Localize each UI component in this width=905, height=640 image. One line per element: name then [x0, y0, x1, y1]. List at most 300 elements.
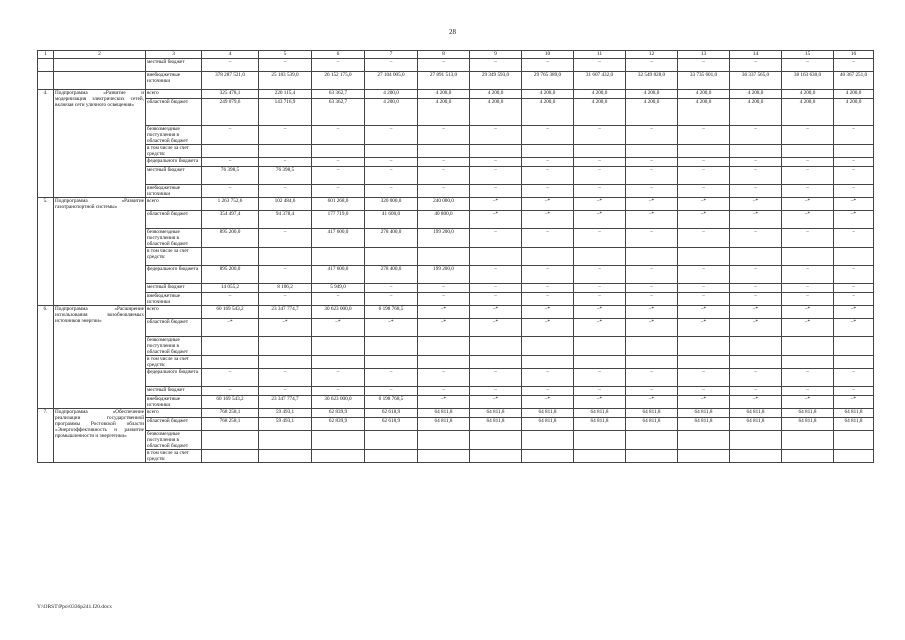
value-cell: –	[834, 369, 874, 387]
value-cell: –	[418, 158, 470, 167]
value-cell	[470, 450, 522, 463]
table-row	[38, 409, 874, 418]
column-header-6: 6	[312, 51, 365, 59]
funding-source: безвозмездные поступления в областной бюджет	[146, 229, 202, 248]
value-cell: 4 200,0	[626, 99, 678, 126]
value-cell: –*	[312, 319, 365, 337]
value-cell: –*	[678, 306, 730, 319]
value-cell: –	[522, 369, 574, 387]
value-cell	[365, 145, 418, 158]
value-cell: 25 183 539,0	[259, 72, 312, 90]
value-cell: 64 811,8	[574, 418, 626, 431]
value-cell: –	[834, 126, 874, 145]
column-header-12: 12	[626, 51, 678, 59]
value-cell: 895 200,0	[202, 229, 259, 248]
table-row	[38, 126, 874, 145]
value-cell: –*	[522, 198, 574, 211]
value-cell: –	[834, 158, 874, 167]
funding-source: областной бюджет	[146, 319, 202, 337]
value-cell: –	[365, 369, 418, 387]
value-cell	[312, 356, 365, 369]
subprogram-name: Подпрограмма «Расширение использования возобновляемых источников энергии»	[54, 306, 146, 409]
value-cell: –	[470, 167, 522, 185]
value-cell: 199 200,0	[418, 266, 470, 284]
value-cell: 220 115,4	[259, 90, 312, 99]
value-cell	[574, 248, 626, 266]
value-cell: 64 811,8	[834, 418, 874, 431]
value-cell: –*	[522, 306, 574, 319]
value-cell: –*	[365, 319, 418, 337]
value-cell	[418, 356, 470, 369]
value-cell	[365, 356, 418, 369]
value-cell: –*	[678, 396, 730, 409]
value-cell: –	[418, 126, 470, 145]
value-cell: 32 549 828,0	[626, 72, 678, 90]
value-cell: –	[574, 158, 626, 167]
funding-source: федерального бюджета	[146, 266, 202, 284]
value-cell: –	[470, 284, 522, 293]
value-cell: 1 263 752,6	[202, 198, 259, 211]
value-cell: –	[470, 158, 522, 167]
value-cell: 601 268,0	[312, 198, 365, 211]
value-cell: 64 811,8	[418, 409, 470, 418]
funding-source: местный бюджет	[146, 387, 202, 396]
value-cell: 64 811,8	[834, 409, 874, 418]
value-cell: 102 484,6	[259, 198, 312, 211]
value-cell: –	[418, 167, 470, 185]
value-cell: –	[259, 229, 312, 248]
value-cell: –	[678, 158, 730, 167]
value-cell: 62 839,9	[312, 409, 365, 418]
subprogram-name: Подпрограмма «Развитие газотранспортной системы»	[54, 198, 146, 306]
value-cell: 38 163 630,0	[782, 72, 834, 90]
value-cell: –	[522, 293, 574, 306]
value-cell: 64 811,8	[574, 409, 626, 418]
table-row	[38, 337, 874, 356]
table-row	[38, 167, 874, 185]
value-cell: 249 079,6	[202, 99, 259, 126]
column-header-2: 2	[54, 51, 146, 59]
value-cell	[574, 356, 626, 369]
table-row	[38, 450, 874, 463]
funding-source: местный бюджет	[146, 59, 202, 72]
value-cell: –	[202, 185, 259, 198]
value-cell: 64 811,8	[626, 409, 678, 418]
value-cell: –	[574, 59, 626, 72]
table-row	[38, 99, 874, 126]
value-cell: –*	[678, 198, 730, 211]
value-cell: –	[626, 293, 678, 306]
table-row	[38, 369, 874, 387]
value-cell: 278 400,0	[365, 266, 418, 284]
value-cell: –*	[202, 319, 259, 337]
value-cell: 94 378,4	[259, 211, 312, 229]
value-cell: –	[730, 387, 782, 396]
value-cell: –	[678, 59, 730, 72]
value-cell: 4 200,0	[730, 90, 782, 99]
value-cell: 30 623 000,0	[312, 396, 365, 409]
value-cell: –	[678, 284, 730, 293]
value-cell: –	[678, 369, 730, 387]
column-header-7: 7	[365, 51, 418, 59]
value-cell: –	[522, 59, 574, 72]
value-cell: –	[574, 126, 626, 145]
value-cell	[730, 431, 782, 450]
value-cell: –	[470, 229, 522, 248]
value-cell	[678, 450, 730, 463]
value-cell: –	[678, 167, 730, 185]
value-cell	[470, 431, 522, 450]
value-cell: 4 200,0	[470, 99, 522, 126]
value-cell: 63 362,7	[312, 99, 365, 126]
subprogram-name: Подпрограмма «Обеспечение реализации государственной программы Ростовской области «Энергоэффективность и развитие промышленности и энергетики»	[54, 409, 146, 463]
value-cell: 378 287 521,0	[202, 72, 259, 90]
value-cell: –	[678, 185, 730, 198]
value-cell: –*	[626, 396, 678, 409]
funding-source: безвозмездные поступления в областной бюджет	[146, 126, 202, 145]
value-cell: –*	[782, 198, 834, 211]
table-row	[38, 72, 874, 90]
value-cell	[202, 431, 259, 450]
value-cell: –	[418, 59, 470, 72]
value-cell: –*	[782, 319, 834, 337]
funding-source: областной бюджет	[146, 99, 202, 126]
value-cell: –	[470, 266, 522, 284]
value-cell: 4 200,0	[782, 90, 834, 99]
funding-source: безвозмездные поступления в областной бюджет	[146, 431, 202, 450]
value-cell	[730, 337, 782, 356]
value-cell: –	[730, 293, 782, 306]
value-cell: 64 811,8	[522, 418, 574, 431]
value-cell: 36 337 565,0	[730, 72, 782, 90]
value-cell	[312, 431, 365, 450]
header-row	[38, 51, 874, 59]
value-cell	[418, 248, 470, 266]
value-cell: 60 169 543,2	[202, 306, 259, 319]
value-cell: –	[730, 158, 782, 167]
value-cell: –	[834, 284, 874, 293]
value-cell	[470, 248, 522, 266]
value-cell	[312, 145, 365, 158]
value-cell	[626, 356, 678, 369]
value-cell: –*	[834, 396, 874, 409]
value-cell: 64 811,8	[678, 409, 730, 418]
value-cell: 59 493,1	[259, 418, 312, 431]
value-cell: –	[574, 387, 626, 396]
funding-source: всего	[146, 409, 202, 418]
value-cell	[678, 248, 730, 266]
value-cell	[834, 431, 874, 450]
value-cell: 62 618,9	[365, 418, 418, 431]
value-cell: –*	[782, 396, 834, 409]
page-number: 28	[449, 28, 456, 36]
value-cell: –	[730, 167, 782, 185]
value-cell: –	[522, 387, 574, 396]
value-cell: 59 493,1	[259, 409, 312, 418]
value-cell	[202, 248, 259, 266]
value-cell	[418, 145, 470, 158]
row-number: 4.	[38, 90, 54, 198]
value-cell: –	[678, 293, 730, 306]
value-cell: 278 400,0	[365, 229, 418, 248]
table-row	[38, 248, 874, 266]
value-cell: 64 811,8	[522, 409, 574, 418]
value-cell: 27 891 513,0	[418, 72, 470, 90]
value-cell: –	[365, 167, 418, 185]
value-cell: 64 811,8	[730, 409, 782, 418]
value-cell: 895 200,0	[202, 266, 259, 284]
value-cell	[522, 431, 574, 450]
table-row	[38, 418, 874, 431]
value-cell: –	[730, 126, 782, 145]
value-cell: –	[782, 369, 834, 387]
value-cell: –	[470, 185, 522, 198]
value-cell: –*	[782, 306, 834, 319]
value-cell: 31 607 432,0	[574, 72, 626, 90]
value-cell: 4 200,0	[834, 99, 874, 126]
column-header-11: 11	[574, 51, 626, 59]
value-cell: –*	[730, 198, 782, 211]
value-cell: –	[418, 185, 470, 198]
value-cell	[470, 145, 522, 158]
value-cell: –*	[574, 306, 626, 319]
value-cell: –	[365, 293, 418, 306]
value-cell	[730, 450, 782, 463]
value-cell	[782, 450, 834, 463]
value-cell	[678, 337, 730, 356]
value-cell: 64 811,8	[678, 418, 730, 431]
value-cell: 320 000,0	[365, 198, 418, 211]
value-cell	[202, 450, 259, 463]
value-cell: –*	[574, 198, 626, 211]
column-header-16: 16	[834, 51, 874, 59]
value-cell	[678, 356, 730, 369]
value-cell: –*	[574, 319, 626, 337]
value-cell: –*	[730, 306, 782, 319]
value-cell	[418, 450, 470, 463]
value-cell	[365, 431, 418, 450]
value-cell: –	[574, 167, 626, 185]
table-row	[38, 145, 874, 158]
value-cell: –	[834, 167, 874, 185]
funding-source: внебюджетные источники	[146, 396, 202, 409]
value-cell	[678, 145, 730, 158]
column-header-5: 5	[259, 51, 312, 59]
value-cell: –	[782, 158, 834, 167]
row-number: 6.	[38, 306, 54, 409]
value-cell: –	[782, 284, 834, 293]
column-header-4: 4	[202, 51, 259, 59]
table-row	[38, 293, 874, 306]
value-cell: 417 600,0	[312, 229, 365, 248]
value-cell: 240 000,0	[418, 198, 470, 211]
value-cell	[626, 145, 678, 158]
value-cell: 417 600,0	[312, 266, 365, 284]
value-cell: –	[626, 59, 678, 72]
value-cell: –*	[470, 306, 522, 319]
value-cell	[418, 337, 470, 356]
value-cell: 23 347 774,7	[259, 396, 312, 409]
value-cell: 4 200,0	[626, 90, 678, 99]
funding-source: всего	[146, 198, 202, 211]
value-cell: –*	[730, 319, 782, 337]
table-row	[38, 59, 874, 72]
value-cell: –*	[678, 319, 730, 337]
value-cell: 4 200,0	[834, 90, 874, 99]
value-cell	[730, 356, 782, 369]
funding-source: в том числе за счет средств:	[146, 248, 202, 266]
value-cell	[365, 248, 418, 266]
value-cell	[574, 337, 626, 356]
value-cell: –*	[730, 396, 782, 409]
value-cell: –	[730, 369, 782, 387]
table-row	[38, 284, 874, 293]
value-cell: 76 398,5	[202, 167, 259, 185]
table-row	[38, 387, 874, 396]
value-cell: –*	[259, 319, 312, 337]
value-cell: 199 200,0	[418, 229, 470, 248]
value-cell: –	[470, 387, 522, 396]
value-cell: –	[626, 229, 678, 248]
value-cell	[626, 248, 678, 266]
value-cell: –	[312, 158, 365, 167]
value-cell	[259, 450, 312, 463]
value-cell	[626, 431, 678, 450]
table-row	[38, 211, 874, 229]
row-number: 7.	[38, 409, 54, 463]
value-cell: –	[730, 185, 782, 198]
value-cell	[259, 356, 312, 369]
value-cell: –*	[470, 396, 522, 409]
value-cell: 4 200,0	[730, 99, 782, 126]
value-cell: –	[834, 229, 874, 248]
column-header-15: 15	[782, 51, 834, 59]
value-cell: 14 055,2	[202, 284, 259, 293]
funding-source: в том числе за счет средств:	[146, 145, 202, 158]
column-header-10: 10	[522, 51, 574, 59]
value-cell: 4 200,0	[522, 99, 574, 126]
value-cell: –*	[626, 319, 678, 337]
value-cell: –	[626, 387, 678, 396]
value-cell: –	[202, 158, 259, 167]
value-cell: –	[312, 167, 365, 185]
subprogram-name: Подпрограмма «Развитие и модернизация электрических сетей, включая сети уличного освещения»	[54, 90, 146, 198]
value-cell: –	[418, 284, 470, 293]
column-header-1: 1	[38, 51, 54, 59]
funding-source: в том числе за счет средств:	[146, 356, 202, 369]
value-cell: –	[418, 369, 470, 387]
funding-source: федерального бюджета	[146, 369, 202, 387]
value-cell: –	[626, 126, 678, 145]
table-row	[38, 266, 874, 284]
value-cell	[202, 356, 259, 369]
value-cell	[574, 450, 626, 463]
value-cell	[834, 450, 874, 463]
table-row	[38, 319, 874, 337]
value-cell: –*	[782, 211, 834, 229]
value-cell: –	[470, 369, 522, 387]
value-cell	[259, 337, 312, 356]
value-cell: –*	[626, 211, 678, 229]
value-cell: –	[259, 126, 312, 145]
value-cell: –*	[470, 319, 522, 337]
value-cell: –	[312, 369, 365, 387]
value-cell: 64 811,8	[470, 418, 522, 431]
value-cell: –*	[626, 198, 678, 211]
value-cell: –	[834, 59, 874, 72]
value-cell: –	[782, 167, 834, 185]
value-cell: 4 200,0	[574, 90, 626, 99]
value-cell: 63 362,7	[312, 90, 365, 99]
value-cell: –*	[418, 306, 470, 319]
value-cell	[574, 431, 626, 450]
value-cell	[678, 431, 730, 450]
value-cell: –	[259, 266, 312, 284]
value-cell: 4 200,0	[418, 99, 470, 126]
value-cell	[782, 337, 834, 356]
value-cell: –	[730, 266, 782, 284]
value-cell: –	[782, 293, 834, 306]
table-row	[38, 229, 874, 248]
value-cell: –	[522, 158, 574, 167]
value-cell	[834, 356, 874, 369]
table-row	[38, 306, 874, 319]
value-cell: 64 811,8	[470, 409, 522, 418]
funding-source: внебюджетные источники	[146, 185, 202, 198]
value-cell	[626, 450, 678, 463]
value-cell: –	[782, 126, 834, 145]
value-cell: 62 618,9	[365, 409, 418, 418]
subprogram-name	[54, 59, 146, 72]
value-cell: –	[626, 284, 678, 293]
value-cell: –*	[574, 396, 626, 409]
subprogram-name	[54, 72, 146, 90]
value-cell: –	[418, 387, 470, 396]
value-cell: –	[626, 158, 678, 167]
value-cell: 4 200,0	[365, 99, 418, 126]
value-cell: –	[782, 229, 834, 248]
value-cell: 143 716,9	[259, 99, 312, 126]
value-cell: 4 200,0	[365, 90, 418, 99]
column-header-9: 9	[470, 51, 522, 59]
value-cell	[626, 337, 678, 356]
budget-table	[37, 50, 874, 463]
value-cell: –*	[574, 211, 626, 229]
value-cell: –	[626, 369, 678, 387]
value-cell: –	[782, 266, 834, 284]
value-cell: –	[730, 229, 782, 248]
value-cell: –	[312, 59, 365, 72]
value-cell: 23 347 774,7	[259, 306, 312, 319]
value-cell: –	[522, 229, 574, 248]
value-cell: –	[782, 387, 834, 396]
value-cell: –	[678, 387, 730, 396]
value-cell	[312, 248, 365, 266]
value-cell: 64 811,8	[626, 418, 678, 431]
value-cell: –*	[418, 396, 470, 409]
value-cell	[312, 450, 365, 463]
value-cell	[522, 356, 574, 369]
value-cell: –	[259, 387, 312, 396]
value-cell	[730, 145, 782, 158]
row-number	[38, 59, 54, 72]
value-cell: –	[365, 59, 418, 72]
value-cell: –	[574, 266, 626, 284]
funding-source: в том числе за счет средств:	[146, 450, 202, 463]
value-cell: –	[202, 59, 259, 72]
value-cell	[259, 248, 312, 266]
value-cell: –*	[730, 211, 782, 229]
